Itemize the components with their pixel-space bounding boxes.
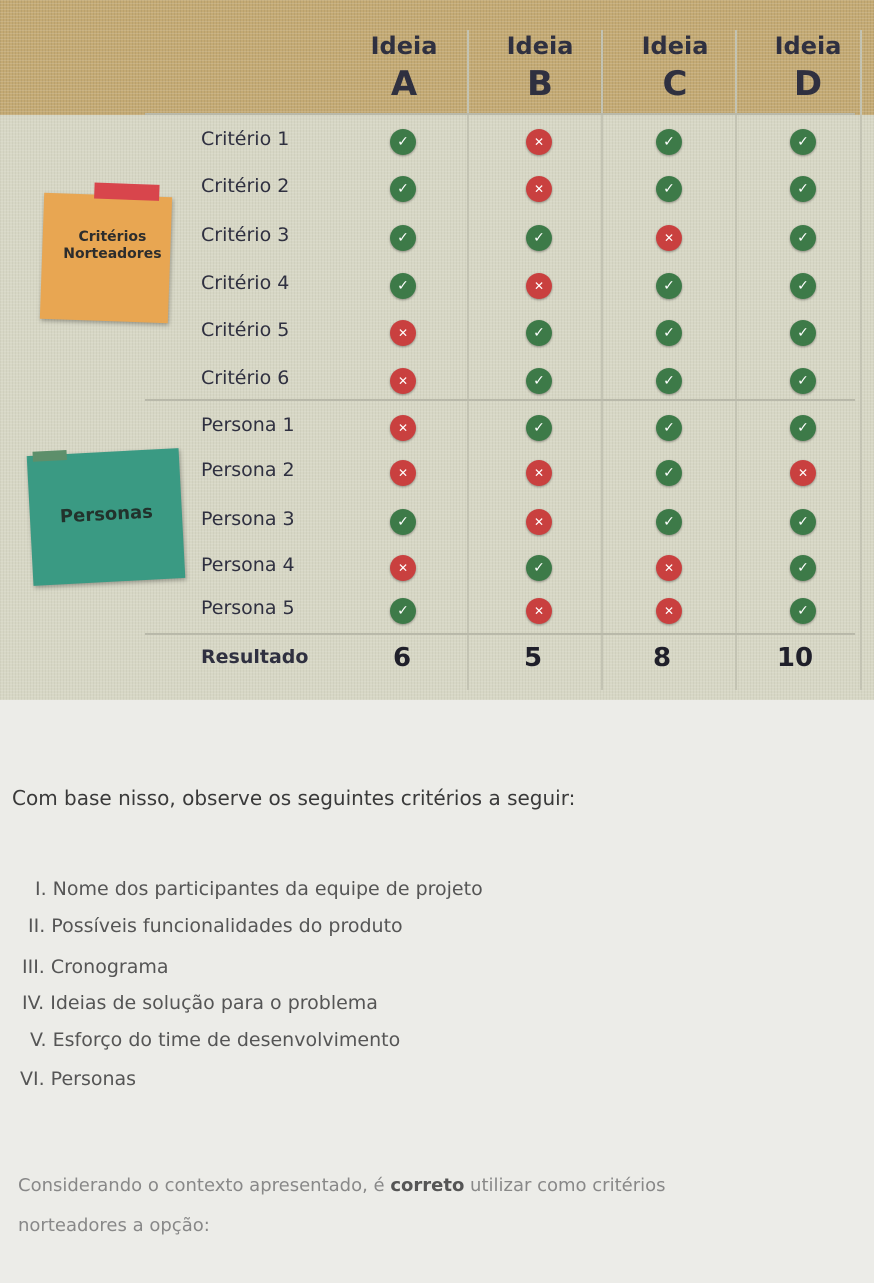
- check-icon: ✓: [656, 509, 682, 535]
- cross-icon: ✕: [526, 129, 552, 155]
- cross-icon: ✕: [656, 555, 682, 581]
- section-divider: [145, 399, 855, 401]
- row-label: Persona 5: [201, 597, 295, 619]
- check-icon: ✓: [790, 415, 816, 441]
- cross-icon: ✕: [390, 415, 416, 441]
- outro-text: Considerando o contexto apresentado, é: [18, 1175, 391, 1196]
- cross-icon: ✕: [390, 368, 416, 394]
- cross-icon: ✕: [526, 273, 552, 299]
- row-label: Critério 2: [201, 175, 290, 197]
- option-v: V. Esforço do time de desenvolvimento: [30, 1029, 401, 1051]
- check-icon: ✓: [656, 176, 682, 202]
- result-value-a: 6: [392, 643, 412, 673]
- outro-text-end: utilizar como critérios: [464, 1175, 666, 1196]
- cross-icon: ✕: [526, 460, 552, 486]
- row-label: Critério 1: [201, 128, 290, 150]
- header-divider: [145, 113, 855, 115]
- cross-icon: ✕: [390, 555, 416, 581]
- column-header-c: Ideia C: [641, 32, 709, 104]
- row-label: Persona 3: [201, 508, 295, 530]
- result-value-c: 8: [652, 643, 672, 673]
- check-icon: ✓: [656, 460, 682, 486]
- column-divider: [860, 30, 862, 690]
- column-divider: [601, 30, 603, 690]
- result-label: Resultado: [201, 646, 309, 668]
- sticky-note-personas-label: Personas: [59, 501, 154, 528]
- check-icon: ✓: [526, 415, 552, 441]
- check-icon: ✓: [390, 598, 416, 624]
- result-value-d: 10: [776, 643, 814, 673]
- row-label: Critério 6: [201, 367, 290, 389]
- check-icon: ✓: [526, 368, 552, 394]
- option-ii: II. Possíveis funcionalidades do produto: [28, 915, 403, 937]
- column-divider: [467, 30, 469, 690]
- row-label: Critério 5: [201, 319, 290, 341]
- row-label: Persona 1: [201, 414, 295, 436]
- check-icon: ✓: [656, 320, 682, 346]
- cross-icon: ✕: [656, 225, 682, 251]
- outro-emphasis: correto: [390, 1175, 465, 1196]
- tape: [94, 183, 160, 201]
- check-icon: ✓: [790, 598, 816, 624]
- check-icon: ✓: [790, 225, 816, 251]
- check-icon: ✓: [390, 225, 416, 251]
- tape: [32, 450, 66, 462]
- row-label: Critério 4: [201, 272, 290, 294]
- check-icon: ✓: [656, 415, 682, 441]
- result-divider: [145, 633, 855, 635]
- check-icon: ✓: [656, 129, 682, 155]
- question-text: [0, 700, 874, 1283]
- question-prompt: Com base nisso, observe os seguintes critérios a seguir:: [12, 786, 576, 810]
- row-label: Critério 3: [201, 224, 290, 246]
- check-icon: ✓: [390, 129, 416, 155]
- column-header-b: Ideia B: [506, 32, 574, 104]
- column-header-a: Ideia A: [370, 32, 438, 104]
- result-value-b: 5: [523, 643, 543, 673]
- sticky-note-personas: [27, 448, 186, 586]
- cross-icon: ✕: [390, 460, 416, 486]
- check-icon: ✓: [656, 368, 682, 394]
- cross-icon: ✕: [390, 320, 416, 346]
- check-icon: ✓: [526, 225, 552, 251]
- option-iv: IV. Ideias de solução para o problema: [22, 992, 378, 1014]
- cross-icon: ✕: [526, 598, 552, 624]
- option-vi: VI. Personas: [20, 1068, 137, 1090]
- cross-icon: ✕: [790, 460, 816, 486]
- column-header-d: Ideia D: [774, 32, 842, 104]
- cross-icon: ✕: [656, 598, 682, 624]
- check-icon: ✓: [790, 320, 816, 346]
- check-icon: ✓: [390, 273, 416, 299]
- check-icon: ✓: [790, 176, 816, 202]
- outro-line-2: norteadores a opção:: [18, 1215, 210, 1236]
- check-icon: ✓: [790, 129, 816, 155]
- option-iii: III. Cronograma: [22, 956, 169, 978]
- sticky-note-criterios: [40, 193, 172, 323]
- row-label: Persona 2: [201, 459, 295, 481]
- check-icon: ✓: [790, 368, 816, 394]
- check-icon: ✓: [526, 320, 552, 346]
- check-icon: ✓: [526, 555, 552, 581]
- cross-icon: ✕: [526, 176, 552, 202]
- check-icon: ✓: [790, 509, 816, 535]
- column-divider: [735, 30, 737, 690]
- check-icon: ✓: [790, 555, 816, 581]
- check-icon: ✓: [656, 273, 682, 299]
- option-i: I. Nome dos participantes da equipe de projeto: [35, 878, 483, 900]
- row-label: Persona 4: [201, 554, 295, 576]
- check-icon: ✓: [790, 273, 816, 299]
- check-icon: ✓: [390, 176, 416, 202]
- check-icon: ✓: [390, 509, 416, 535]
- cross-icon: ✕: [526, 509, 552, 535]
- sticky-note-criterios-label: Critérios Norteadores: [63, 229, 162, 263]
- question-outro: [18, 1166, 666, 1246]
